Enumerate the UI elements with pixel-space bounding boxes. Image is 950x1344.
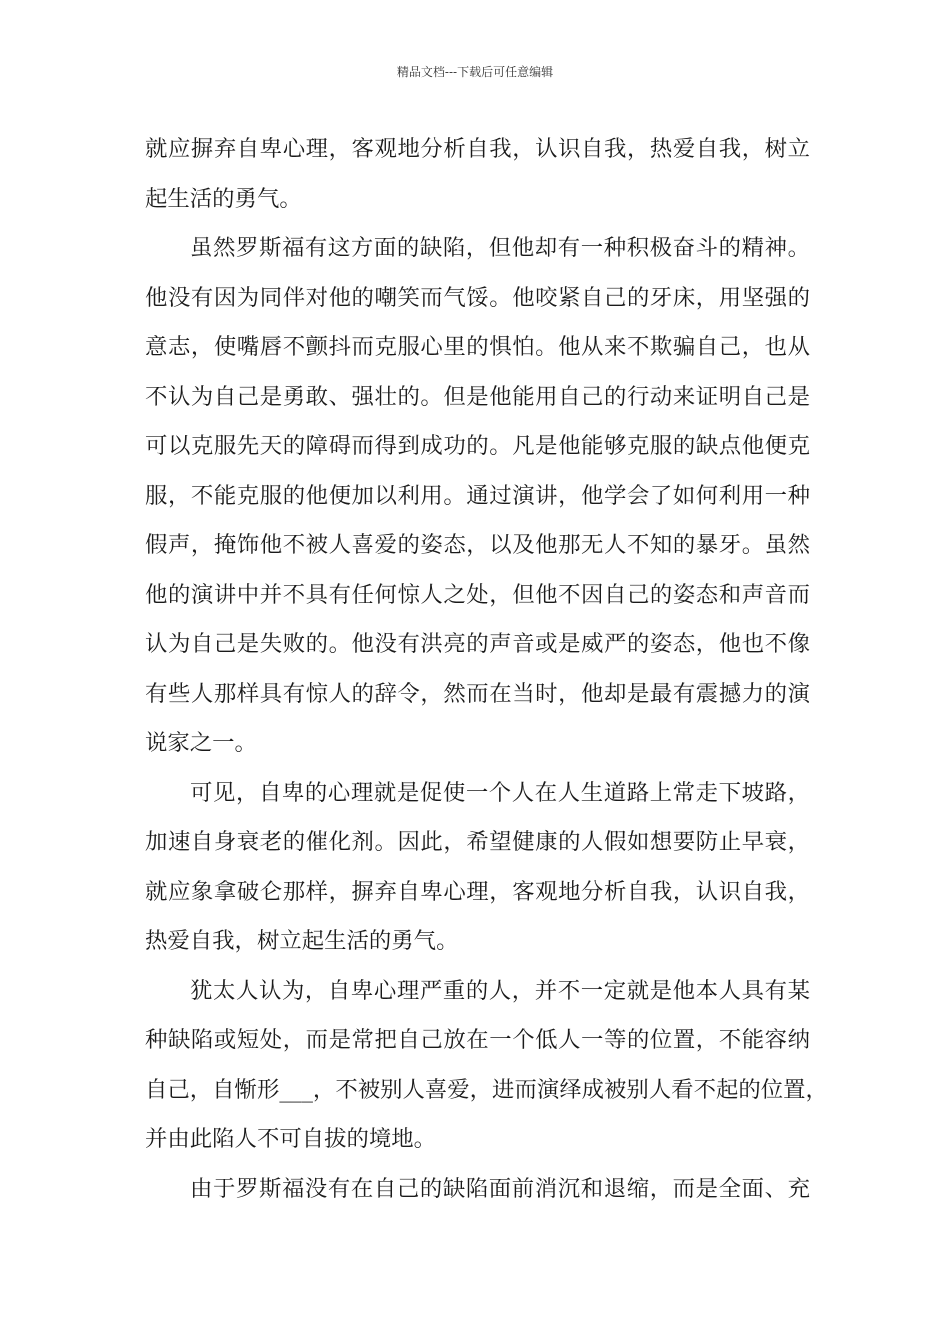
text-line: 可以克服先天的障碍而得到成功的。凡是他能够克服的缺点他便克 xyxy=(145,433,810,459)
text-line: 犹太人认为，自卑心理严重的人，并不一定就是他本人具有某 xyxy=(190,977,810,1004)
document-body xyxy=(145,125,828,1214)
text-line: 并由此陷人不可自拔的境地。 xyxy=(145,1126,437,1152)
text-line: 就应象拿破仑那样，摒弃自卑心理，客观地分析自我，认识自我， xyxy=(145,878,810,905)
text-line: 意志，使嘴唇不颤抖而克服心里的惧怕。他从来不欺骗自己，也从 xyxy=(145,334,810,360)
text-line: 认为自己是失败的。他没有洪亮的声音或是威严的姿态，他也不像 xyxy=(145,631,810,657)
text-line: 由于罗斯福没有在自己的缺陷面前消沉和退缩，而是全面、充 xyxy=(190,1175,810,1202)
text-line: 不认为自己是勇敢、强壮的。但是他能用自己的行动来证明自己是 xyxy=(145,383,810,410)
text-line: 虽然罗斯福有这方面的缺陷，但他却有一种积极奋斗的精神。 xyxy=(190,235,810,261)
text-line: 自己，自惭形___，不被别人喜爱，进而演绎成被别人看不起的位置， xyxy=(145,1076,828,1103)
text-line: 他没有因为同伴对他的嘲笑而气馁。他咬紧自己的牙床，用坚强的 xyxy=(145,284,810,311)
text-line: 热爱自我，树立起生活的勇气。 xyxy=(145,928,459,954)
text-line: 说家之一。 xyxy=(145,730,257,756)
text-line: 有些人那样具有惊人的辞令，然而在当时，他却是最有震撼力的演 xyxy=(145,680,810,707)
text-line: 服，不能克服的他便加以利用。通过演讲，他学会了如何利用一种 xyxy=(145,482,810,509)
page-header: 精品文档---下载后可任意编辑 xyxy=(396,65,554,79)
text-line: 他的演讲中并不具有任何惊人之处，但他不因自己的姿态和声音而 xyxy=(145,581,810,608)
text-line: 加速自身衰老的催化剂。因此，希望健康的人假如想要防止早衰， xyxy=(145,829,810,855)
text-line: 就应摒弃自卑心理，客观地分析自我，认识自我，热爱自我，树立 xyxy=(145,136,810,162)
text-line: 种缺陷或短处，而是常把自己放在一个低人一等的位置，不能容纳 xyxy=(145,1027,810,1053)
text-line: 假声，掩饰他不被人喜爱的姿态，以及他那无人不知的暴牙。虽然 xyxy=(145,532,810,558)
text-line: 可见，自卑的心理就是促使一个人在人生道路上常走下坡路， xyxy=(190,779,810,806)
text-line: 起生活的勇气。 xyxy=(145,185,302,212)
